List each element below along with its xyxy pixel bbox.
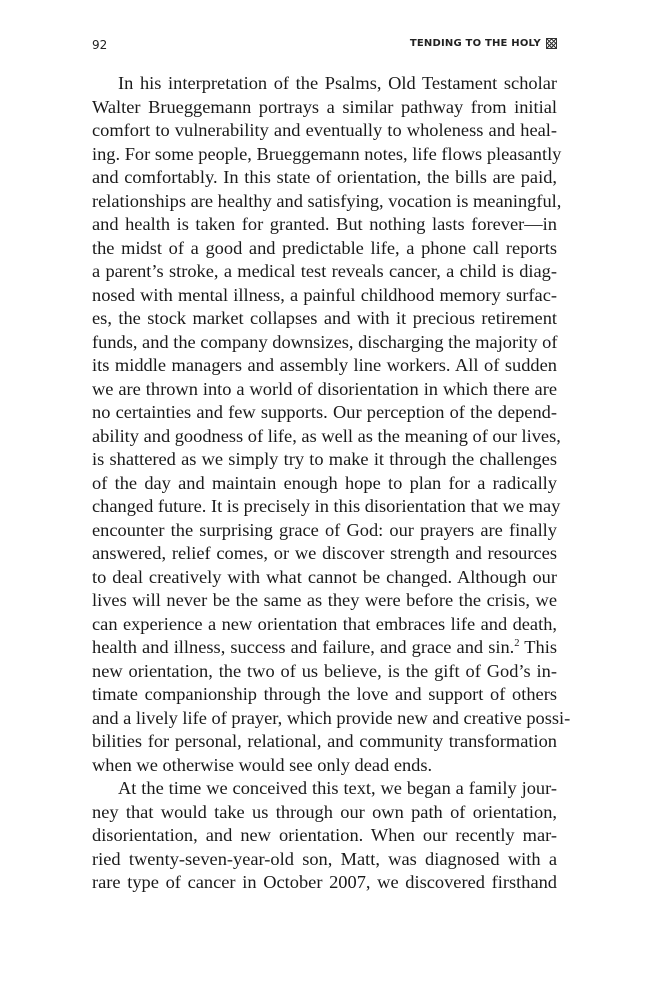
text-line: no certainties and few supports. Our perception of the depend- xyxy=(92,402,557,422)
text-line: answered, relief comes, or we discover strength and resources xyxy=(92,543,557,563)
text-line: nosed with mental illness, a painful childhood memory surfac- xyxy=(92,284,557,305)
text-line: rare type of cancer in October 2007, we discovered firsthand xyxy=(92,872,557,892)
paragraph-1 xyxy=(92,72,571,777)
page-number: 92 xyxy=(92,38,108,52)
text-line: changed future. It is precisely in this disorientation that we may xyxy=(92,496,561,516)
text-line: encounter the surprising grace of God: our prayers are finally xyxy=(92,519,557,540)
ornament-icon xyxy=(546,38,557,49)
text-line: timate companionship through the love and support of others xyxy=(92,684,557,704)
text-line: and comfortably. In this state of orientation, the bills are paid, xyxy=(92,167,557,187)
text-line: can experience a new orientation that embraces life and death, xyxy=(92,613,557,634)
text-line: and a lively life of prayer, which provide new and creative possi- xyxy=(92,707,571,728)
text-line: its middle managers and assembly line workers. All of sudden xyxy=(92,355,557,375)
text-line-segment: This xyxy=(519,637,557,657)
text-line: comfort to vulnerability and eventually to wholeness and heal- xyxy=(92,120,557,140)
text-line: the midst of a good and predictable life, a phone call reports xyxy=(92,237,557,258)
page-header xyxy=(92,38,557,54)
text-line: ried twenty-seven-year-old son, Matt, was diagnosed with a xyxy=(92,848,557,869)
text-line: Walter Brueggemann portrays a similar pathway from initial xyxy=(92,96,557,117)
text-line: es, the stock market collapses and with it precious retirement xyxy=(92,308,557,328)
text-line: and health is taken for granted. But nothing lasts forever—in xyxy=(92,214,557,234)
text-line: we are thrown into a world of disorientation in which there are xyxy=(92,378,557,399)
text-line: relationships are healthy and satisfying, vocation is meaningful, xyxy=(92,190,562,211)
running-head xyxy=(410,38,557,49)
text-line: At the time we conceived this text, we began a family jour- xyxy=(118,778,557,798)
text-line: bilities for personal, relational, and community transformation xyxy=(92,731,557,751)
text-line: disorientation, and new orientation. When our recently mar- xyxy=(92,825,557,845)
body-text xyxy=(92,72,571,895)
running-head-title: TENDING TO THE HOLY xyxy=(409,38,541,49)
text-line: ney that would take us through our own path of orientation, xyxy=(92,801,557,822)
text-line-segment: health and illness, success and failure, and grace and sin. xyxy=(92,637,515,657)
text-line-with-footnote xyxy=(92,636,557,660)
text-line: of the day and maintain enough hope to plan for a radically xyxy=(92,472,557,493)
footnote-marker[interactable]: 2 xyxy=(514,638,520,649)
text-line: new orientation, the two of us believe, is the gift of God’s in- xyxy=(92,660,557,681)
text-line: funds, and the company downsizes, discharging the majority of xyxy=(92,331,558,352)
text-line: ability and goodness of life, as well as the meaning of our lives, xyxy=(92,425,561,446)
text-line: lives will never be the same as they were before the crisis, we xyxy=(92,590,557,610)
text-line: when we otherwise would see only dead ends. xyxy=(92,754,433,775)
text-line: ing. For some people, Brueggemann notes, life flows pleasantly xyxy=(92,143,562,164)
text-line: In his interpretation of the Psalms, Old Testament scholar xyxy=(118,73,557,93)
paragraph-2 xyxy=(92,777,557,895)
text-line: a parent’s stroke, a medical test reveals cancer, a child is diag- xyxy=(92,261,557,281)
text-line: to deal creatively with what cannot be changed. Although our xyxy=(92,566,557,587)
text-line: is shattered as we simply try to make it through the challenges xyxy=(92,449,557,469)
